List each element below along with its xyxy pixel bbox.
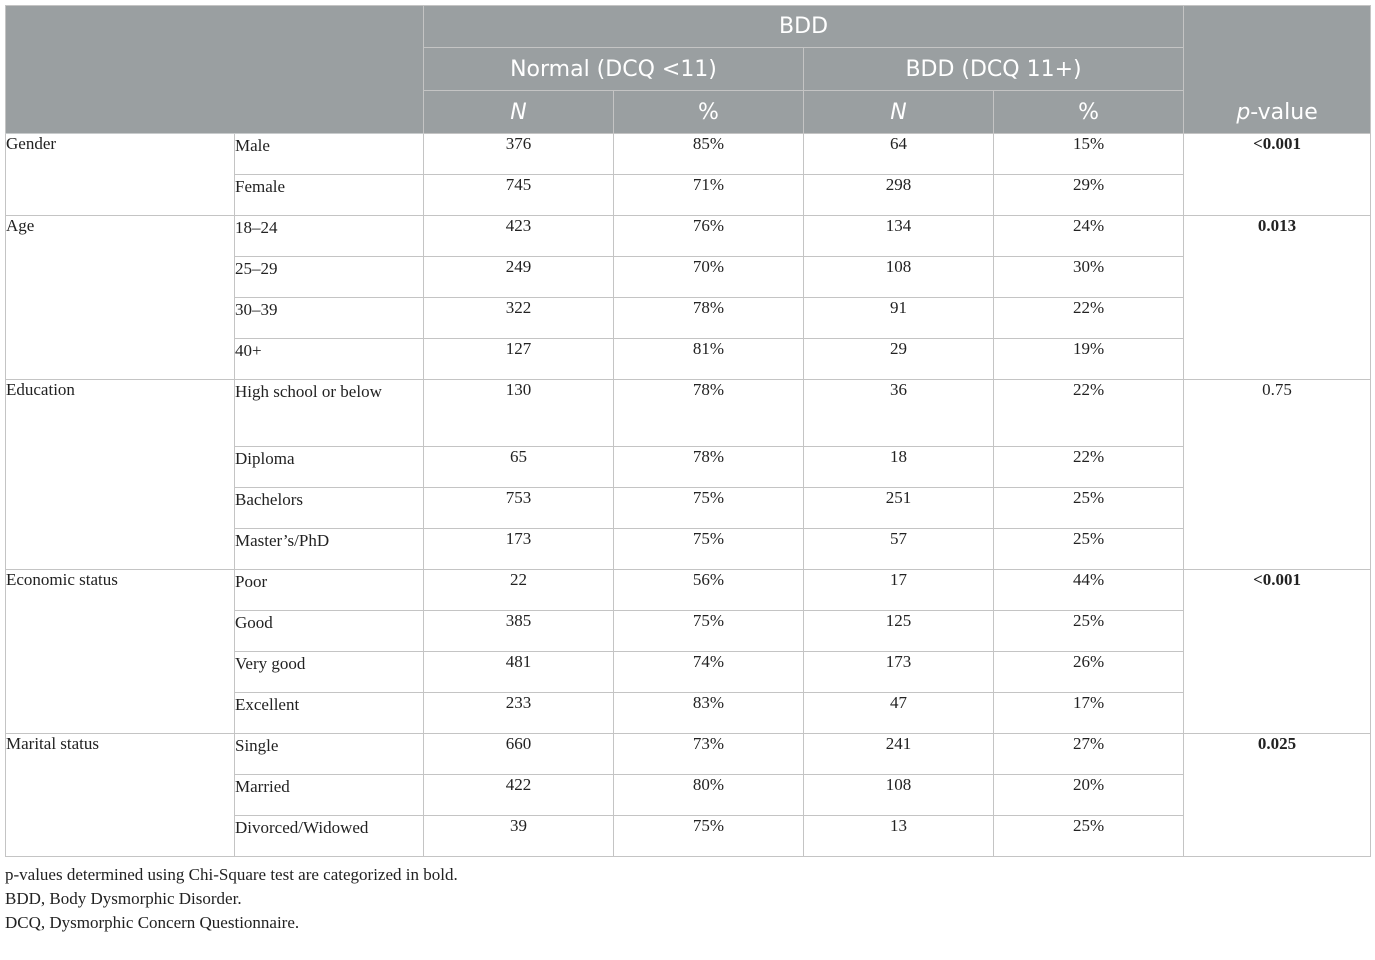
bdd-table (5, 5, 1371, 857)
table-footnotes (5, 863, 1370, 935)
bdd-n-cell: 298 (804, 175, 994, 216)
bdd-pct-cell: 29% (994, 175, 1184, 216)
footnote: DCQ, Dysmorphic Concern Questionnaire. (5, 913, 300, 932)
normal-n-cell: 249 (424, 257, 614, 298)
normal-n-cell: 385 (424, 611, 614, 652)
bdd-n-cell: 251 (804, 488, 994, 529)
bdd-pct-cell: 24% (994, 216, 1184, 257)
header-n-bdd: N (804, 91, 994, 134)
normal-pct-cell: 75% (614, 611, 804, 652)
normal-n-cell: 660 (424, 734, 614, 775)
normal-n-cell: 65 (424, 447, 614, 488)
subcategory-cell: Excellent (235, 693, 424, 734)
bdd-pct-cell: 22% (994, 447, 1184, 488)
subcategory-cell: Bachelors (235, 488, 424, 529)
normal-n-cell: 422 (424, 775, 614, 816)
normal-pct-cell: 56% (614, 570, 804, 611)
bdd-pct-cell: 22% (994, 380, 1184, 447)
normal-pct-cell: 78% (614, 298, 804, 339)
bdd-pct-cell: 26% (994, 652, 1184, 693)
table-header (6, 6, 1371, 134)
subcategory-cell: Married (235, 775, 424, 816)
normal-n-cell: 39 (424, 816, 614, 857)
subcategory-cell: Male (235, 134, 424, 175)
header-pct-normal: % (614, 91, 804, 134)
bdd-n-cell: 134 (804, 216, 994, 257)
normal-pct-cell: 83% (614, 693, 804, 734)
normal-pct-cell: 71% (614, 175, 804, 216)
p-value-cell: 0.013 (1184, 216, 1371, 380)
normal-pct-cell: 80% (614, 775, 804, 816)
subcategory-cell: Poor (235, 570, 424, 611)
normal-n-cell: 481 (424, 652, 614, 693)
p-value-cell: 0.025 (1184, 734, 1371, 857)
table-row (6, 734, 1371, 775)
normal-n-cell: 753 (424, 488, 614, 529)
header-p-value: p-value (1184, 6, 1371, 134)
normal-pct-cell: 85% (614, 134, 804, 175)
normal-pct-cell: 75% (614, 488, 804, 529)
subcategory-cell: High school or below (235, 380, 424, 447)
subcategory-cell: Good (235, 611, 424, 652)
table-row (6, 216, 1371, 257)
category-cell: Gender (6, 134, 235, 216)
header-pct-bdd: % (994, 91, 1184, 134)
header-group: BDD (424, 6, 1184, 48)
bdd-pct-cell: 27% (994, 734, 1184, 775)
bdd-n-cell: 173 (804, 652, 994, 693)
normal-pct-cell: 75% (614, 529, 804, 570)
category-cell: Age (6, 216, 235, 380)
table-container (5, 5, 1370, 935)
bdd-n-cell: 29 (804, 339, 994, 380)
bdd-n-cell: 47 (804, 693, 994, 734)
subcategory-cell: Female (235, 175, 424, 216)
bdd-n-cell: 13 (804, 816, 994, 857)
bdd-n-cell: 18 (804, 447, 994, 488)
header-n-normal: N (424, 91, 614, 134)
bdd-pct-cell: 15% (994, 134, 1184, 175)
normal-pct-cell: 70% (614, 257, 804, 298)
subcategory-cell: 25–29 (235, 257, 424, 298)
bdd-pct-cell: 25% (994, 529, 1184, 570)
subcategory-cell: Master’s/PhD (235, 529, 424, 570)
normal-pct-cell: 75% (614, 816, 804, 857)
table-body (6, 134, 1371, 857)
header-blank (6, 6, 424, 134)
normal-pct-cell: 73% (614, 734, 804, 775)
subcategory-cell: 18–24 (235, 216, 424, 257)
bdd-pct-cell: 19% (994, 339, 1184, 380)
subcategory-cell: Very good (235, 652, 424, 693)
bdd-n-cell: 64 (804, 134, 994, 175)
bdd-pct-cell: 17% (994, 693, 1184, 734)
subcategory-cell: Diploma (235, 447, 424, 488)
bdd-n-cell: 57 (804, 529, 994, 570)
normal-pct-cell: 76% (614, 216, 804, 257)
subcategory-cell: 30–39 (235, 298, 424, 339)
bdd-pct-cell: 25% (994, 488, 1184, 529)
bdd-pct-cell: 22% (994, 298, 1184, 339)
normal-n-cell: 423 (424, 216, 614, 257)
p-value-cell: <0.001 (1184, 570, 1371, 734)
table-row (6, 134, 1371, 175)
normal-pct-cell: 78% (614, 380, 804, 447)
p-value-cell: 0.75 (1184, 380, 1371, 570)
bdd-n-cell: 108 (804, 775, 994, 816)
bdd-n-cell: 241 (804, 734, 994, 775)
bdd-pct-cell: 44% (994, 570, 1184, 611)
bdd-n-cell: 91 (804, 298, 994, 339)
table-row (6, 380, 1371, 447)
normal-n-cell: 173 (424, 529, 614, 570)
bdd-pct-cell: 25% (994, 611, 1184, 652)
normal-pct-cell: 78% (614, 447, 804, 488)
normal-n-cell: 322 (424, 298, 614, 339)
bdd-n-cell: 125 (804, 611, 994, 652)
bdd-pct-cell: 30% (994, 257, 1184, 298)
bdd-pct-cell: 25% (994, 816, 1184, 857)
footnote: p-values determined using Chi-Square test are categorized in bold. (5, 865, 458, 884)
normal-n-cell: 376 (424, 134, 614, 175)
normal-pct-cell: 74% (614, 652, 804, 693)
subcategory-cell: Single (235, 734, 424, 775)
normal-pct-cell: 81% (614, 339, 804, 380)
header-bdd: BDD (DCQ 11+) (804, 48, 1184, 91)
bdd-n-cell: 17 (804, 570, 994, 611)
subcategory-cell: 40+ (235, 339, 424, 380)
category-cell: Marital status (6, 734, 235, 857)
normal-n-cell: 22 (424, 570, 614, 611)
normal-n-cell: 127 (424, 339, 614, 380)
normal-n-cell: 130 (424, 380, 614, 447)
table-row (6, 570, 1371, 611)
header-normal: Normal (DCQ <11) (424, 48, 804, 91)
bdd-n-cell: 108 (804, 257, 994, 298)
bdd-n-cell: 36 (804, 380, 994, 447)
footnote: BDD, Body Dysmorphic Disorder. (5, 889, 242, 908)
category-cell: Education (6, 380, 235, 570)
normal-n-cell: 233 (424, 693, 614, 734)
normal-n-cell: 745 (424, 175, 614, 216)
bdd-pct-cell: 20% (994, 775, 1184, 816)
p-value-cell: <0.001 (1184, 134, 1371, 216)
category-cell: Economic status (6, 570, 235, 734)
subcategory-cell: Divorced/Widowed (235, 816, 424, 857)
